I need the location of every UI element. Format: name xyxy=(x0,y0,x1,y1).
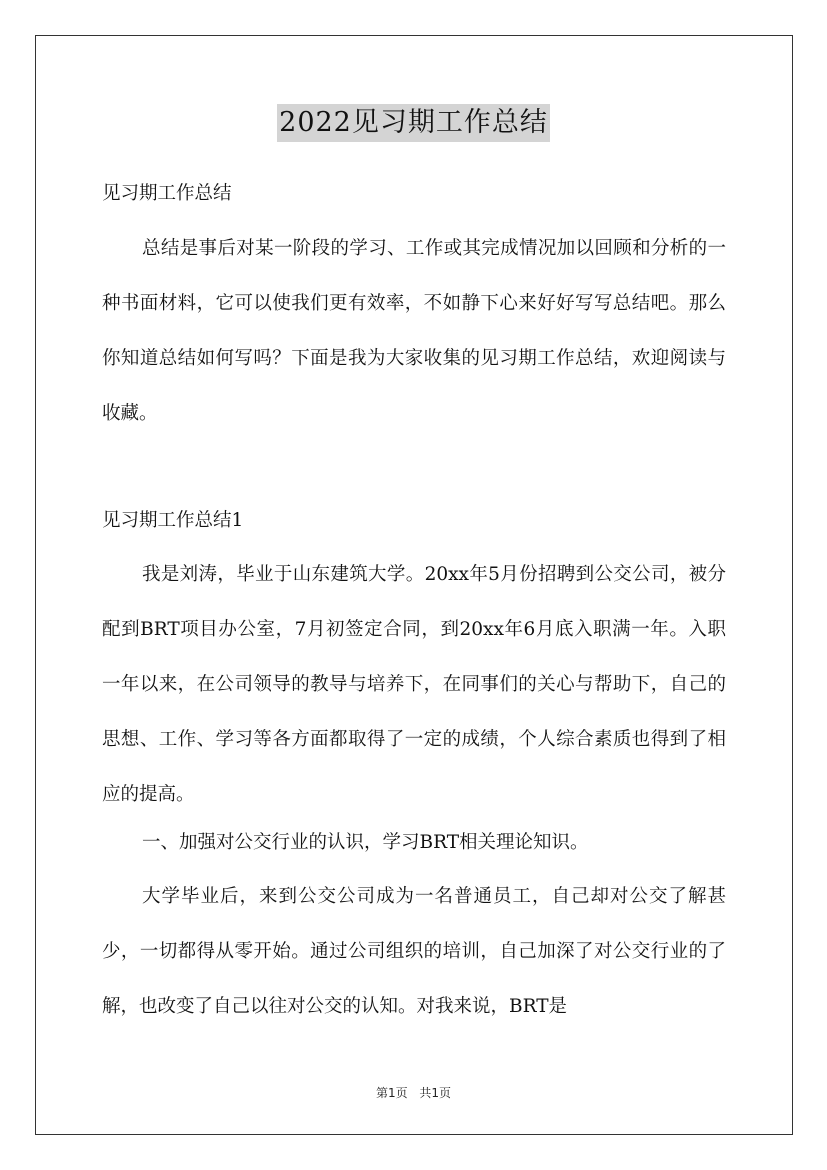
body-paragraph: 我是刘涛，毕业于山东建筑大学。20xx年5月份招聘到公交公司，被分配到BRT项目办公室，7月初签定合同，到20xx年6月底入职满一年。入职一年以来，在公司领导的教导与培养下，在同事们的关心与帮助下，自己的思想、工作、学习等各方面都取得了一定的成绩，个人综合素质也得到了相应的提高。 xyxy=(102,564,726,805)
title-container xyxy=(0,104,827,142)
page-footer xyxy=(0,1084,827,1101)
intro-paragraph: 总结是事后对某一阶段的学习、工作或其完成情况加以回顾和分析的一种书面材料，它可以使我们更有效率，不如静下心来好好写写总结吧。那么你知道总结如何写吗？下面是我为大家收集的见习期工作总结，欢迎阅读与收藏。 xyxy=(102,238,726,424)
section-heading: 见习期工作总结1 xyxy=(102,510,244,531)
page-number: 第1页 xyxy=(375,1086,408,1100)
document-title: 2022见习期工作总结 xyxy=(277,104,550,142)
body-paragraph-2: 大学毕业后，来到公交公司成为一名普通员工，自己却对公交了解甚少，一切都得从零开始。通过公司组织的培训，自己加深了对公交行业的了解，也改变了自己以往对公交的认知。对我来说，BRT是 xyxy=(102,886,726,1017)
list-item-heading: 一、加强对公交行业的认识，学习BRT相关理论知识。 xyxy=(142,832,589,853)
subtitle: 见习期工作总结 xyxy=(102,183,232,204)
page-total: 共1页 xyxy=(419,1086,452,1100)
